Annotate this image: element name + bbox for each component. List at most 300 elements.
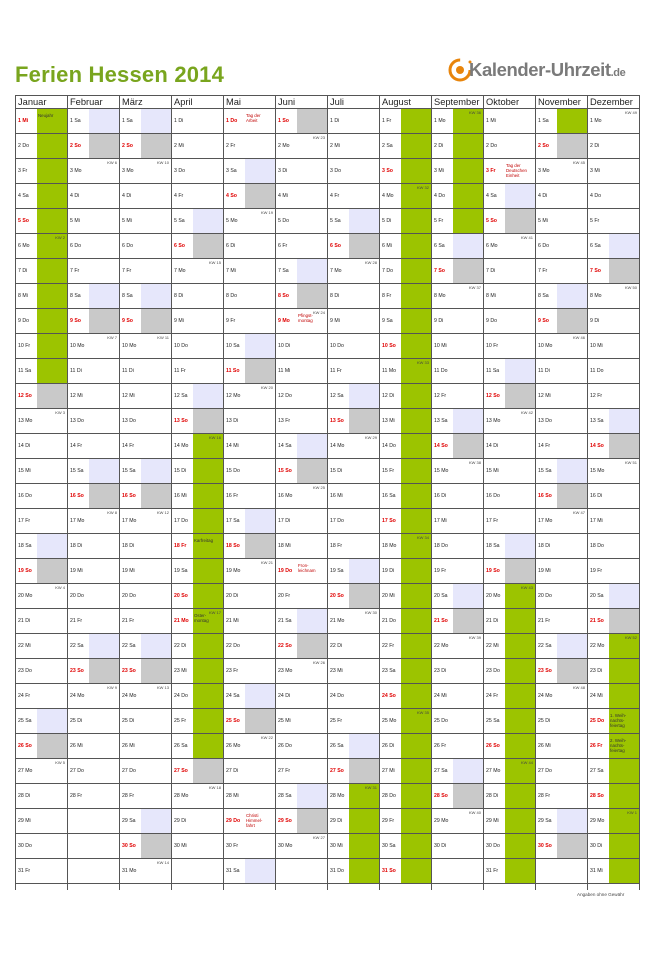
day-cell[interactable]: [297, 209, 327, 233]
day-cell[interactable]: [401, 259, 431, 283]
day-cell[interactable]: [297, 184, 327, 208]
day-cell[interactable]: [453, 534, 483, 558]
day-cell[interactable]: [349, 284, 379, 308]
day-cell[interactable]: [349, 584, 379, 608]
day-cell[interactable]: [245, 684, 275, 708]
day-cell[interactable]: [505, 534, 535, 558]
day-cell[interactable]: [609, 309, 639, 333]
day-cell[interactable]: [193, 634, 223, 658]
day-cell[interactable]: [89, 709, 119, 733]
day-cell[interactable]: [297, 534, 327, 558]
day-cell[interactable]: [401, 484, 431, 508]
day-cell[interactable]: [505, 634, 535, 658]
day-cell[interactable]: [609, 684, 639, 708]
day-cell[interactable]: [245, 659, 275, 683]
day-cell[interactable]: [557, 184, 587, 208]
day-cell[interactable]: [297, 434, 327, 458]
day-cell[interactable]: [297, 334, 327, 358]
day-cell[interactable]: [141, 359, 171, 383]
day-cell[interactable]: [297, 459, 327, 483]
day-cell[interactable]: [557, 309, 587, 333]
day-cell[interactable]: [349, 484, 379, 508]
day-cell[interactable]: [141, 309, 171, 333]
day-cell[interactable]: [193, 109, 223, 133]
day-cell[interactable]: [557, 459, 587, 483]
day-cell[interactable]: [557, 784, 587, 808]
day-cell[interactable]: [401, 584, 431, 608]
day-cell[interactable]: [557, 484, 587, 508]
day-cell[interactable]: [297, 759, 327, 783]
day-cell[interactable]: [505, 659, 535, 683]
day-cell[interactable]: [245, 534, 275, 558]
day-cell[interactable]: [37, 684, 67, 708]
day-cell[interactable]: [37, 434, 67, 458]
day-cell[interactable]: [557, 759, 587, 783]
day-cell[interactable]: [297, 734, 327, 758]
day-cell[interactable]: [401, 159, 431, 183]
day-cell[interactable]: [349, 184, 379, 208]
day-cell[interactable]: [453, 559, 483, 583]
day-cell[interactable]: [193, 309, 223, 333]
day-cell[interactable]: [245, 834, 275, 858]
day-cell[interactable]: [193, 559, 223, 583]
day-cell[interactable]: [141, 834, 171, 858]
day-cell[interactable]: [37, 259, 67, 283]
day-cell[interactable]: [89, 659, 119, 683]
day-cell[interactable]: [245, 234, 275, 258]
day-cell[interactable]: [505, 134, 535, 158]
day-cell[interactable]: [89, 434, 119, 458]
day-cell[interactable]: [453, 684, 483, 708]
day-cell[interactable]: [349, 509, 379, 533]
day-cell[interactable]: [89, 309, 119, 333]
day-cell[interactable]: [557, 259, 587, 283]
day-cell[interactable]: [557, 584, 587, 608]
day-cell[interactable]: [349, 309, 379, 333]
day-cell[interactable]: [609, 434, 639, 458]
day-cell[interactable]: [141, 234, 171, 258]
day-cell[interactable]: [89, 459, 119, 483]
day-cell[interactable]: [505, 859, 535, 883]
day-cell[interactable]: [141, 134, 171, 158]
day-cell[interactable]: [505, 434, 535, 458]
day-cell[interactable]: [505, 734, 535, 758]
day-cell[interactable]: [557, 659, 587, 683]
day-cell[interactable]: [453, 234, 483, 258]
day-cell[interactable]: [89, 784, 119, 808]
day-cell[interactable]: [37, 334, 67, 358]
day-cell[interactable]: [557, 409, 587, 433]
day-cell[interactable]: [401, 384, 431, 408]
day-cell[interactable]: [297, 784, 327, 808]
day-cell[interactable]: [453, 309, 483, 333]
day-cell[interactable]: [453, 409, 483, 433]
day-cell[interactable]: [89, 759, 119, 783]
day-cell[interactable]: [245, 309, 275, 333]
day-cell[interactable]: [505, 784, 535, 808]
day-cell[interactable]: [245, 584, 275, 608]
day-cell[interactable]: [505, 359, 535, 383]
day-cell[interactable]: [609, 509, 639, 533]
day-cell[interactable]: [453, 434, 483, 458]
day-cell[interactable]: [609, 759, 639, 783]
day-cell[interactable]: [141, 559, 171, 583]
day-cell[interactable]: [193, 284, 223, 308]
day-cell[interactable]: [349, 134, 379, 158]
day-cell[interactable]: [89, 584, 119, 608]
day-cell[interactable]: [245, 459, 275, 483]
day-cell[interactable]: [89, 609, 119, 633]
day-cell[interactable]: [245, 709, 275, 733]
day-cell[interactable]: [89, 234, 119, 258]
day-cell[interactable]: [89, 559, 119, 583]
day-cell[interactable]: [141, 459, 171, 483]
day-cell[interactable]: [245, 159, 275, 183]
day-cell[interactable]: [37, 784, 67, 808]
day-cell[interactable]: [557, 284, 587, 308]
day-cell[interactable]: [557, 359, 587, 383]
day-cell[interactable]: [141, 184, 171, 208]
day-cell[interactable]: [37, 284, 67, 308]
day-cell[interactable]: [609, 484, 639, 508]
day-cell[interactable]: [401, 684, 431, 708]
day-cell[interactable]: [609, 584, 639, 608]
day-cell[interactable]: [453, 134, 483, 158]
day-cell[interactable]: [505, 184, 535, 208]
day-cell[interactable]: [89, 134, 119, 158]
day-cell[interactable]: [193, 409, 223, 433]
day-cell[interactable]: [37, 359, 67, 383]
day-cell[interactable]: [453, 709, 483, 733]
day-cell[interactable]: [193, 334, 223, 358]
day-cell[interactable]: [89, 259, 119, 283]
day-cell[interactable]: [349, 359, 379, 383]
day-cell[interactable]: [37, 159, 67, 183]
day-cell[interactable]: [193, 809, 223, 833]
day-cell[interactable]: [609, 234, 639, 258]
day-cell[interactable]: [505, 284, 535, 308]
day-cell[interactable]: [557, 209, 587, 233]
day-cell[interactable]: [245, 859, 275, 883]
day-cell[interactable]: [505, 259, 535, 283]
day-cell[interactable]: [141, 284, 171, 308]
day-cell[interactable]: [609, 359, 639, 383]
day-cell[interactable]: [609, 134, 639, 158]
day-cell[interactable]: [245, 609, 275, 633]
day-cell[interactable]: [609, 559, 639, 583]
day-cell[interactable]: [297, 709, 327, 733]
day-cell[interactable]: [193, 709, 223, 733]
day-cell[interactable]: [37, 134, 67, 158]
day-cell[interactable]: [401, 234, 431, 258]
day-cell[interactable]: [37, 559, 67, 583]
day-cell[interactable]: [505, 459, 535, 483]
day-cell[interactable]: [37, 609, 67, 633]
day-cell[interactable]: [401, 859, 431, 883]
day-cell[interactable]: [297, 509, 327, 533]
day-cell[interactable]: [401, 634, 431, 658]
day-cell[interactable]: [349, 209, 379, 233]
day-cell[interactable]: [349, 634, 379, 658]
day-cell[interactable]: [453, 159, 483, 183]
day-cell[interactable]: [89, 384, 119, 408]
day-cell[interactable]: [609, 259, 639, 283]
day-cell[interactable]: [557, 559, 587, 583]
day-cell[interactable]: [245, 784, 275, 808]
day-cell[interactable]: [141, 259, 171, 283]
day-cell[interactable]: [349, 409, 379, 433]
day-cell[interactable]: [245, 184, 275, 208]
day-cell[interactable]: [557, 109, 587, 133]
day-cell[interactable]: [453, 359, 483, 383]
day-cell[interactable]: [453, 659, 483, 683]
day-cell[interactable]: [609, 184, 639, 208]
day-cell[interactable]: [453, 334, 483, 358]
day-cell[interactable]: [505, 384, 535, 408]
day-cell[interactable]: [453, 384, 483, 408]
day-cell[interactable]: [401, 759, 431, 783]
day-cell[interactable]: [401, 734, 431, 758]
day-cell[interactable]: [453, 734, 483, 758]
day-cell[interactable]: [193, 134, 223, 158]
day-cell[interactable]: [401, 834, 431, 858]
day-cell[interactable]: [193, 384, 223, 408]
day-cell[interactable]: [349, 534, 379, 558]
day-cell[interactable]: [505, 709, 535, 733]
day-cell[interactable]: [37, 209, 67, 233]
day-cell[interactable]: [557, 734, 587, 758]
day-cell[interactable]: [141, 434, 171, 458]
day-cell[interactable]: [37, 834, 67, 858]
day-cell[interactable]: [401, 434, 431, 458]
day-cell[interactable]: [401, 109, 431, 133]
day-cell[interactable]: [453, 209, 483, 233]
day-cell[interactable]: [349, 859, 379, 883]
day-cell[interactable]: [453, 584, 483, 608]
day-cell[interactable]: [505, 559, 535, 583]
day-cell[interactable]: [557, 834, 587, 858]
day-cell[interactable]: [297, 359, 327, 383]
day-cell[interactable]: [609, 659, 639, 683]
day-cell[interactable]: [193, 184, 223, 208]
day-cell[interactable]: [193, 834, 223, 858]
day-cell[interactable]: [193, 659, 223, 683]
day-cell[interactable]: [89, 534, 119, 558]
day-cell[interactable]: [453, 509, 483, 533]
day-cell[interactable]: [401, 559, 431, 583]
day-cell[interactable]: [193, 209, 223, 233]
day-cell[interactable]: [557, 234, 587, 258]
day-cell[interactable]: [349, 334, 379, 358]
day-cell[interactable]: [505, 309, 535, 333]
day-cell[interactable]: [141, 409, 171, 433]
day-cell[interactable]: [37, 534, 67, 558]
day-cell[interactable]: [193, 759, 223, 783]
day-cell[interactable]: [401, 209, 431, 233]
day-cell[interactable]: [453, 834, 483, 858]
day-cell[interactable]: [401, 284, 431, 308]
day-cell[interactable]: [349, 759, 379, 783]
day-cell[interactable]: [557, 809, 587, 833]
day-cell[interactable]: [37, 509, 67, 533]
day-cell[interactable]: [193, 234, 223, 258]
day-cell[interactable]: [37, 634, 67, 658]
day-cell[interactable]: [349, 384, 379, 408]
day-cell[interactable]: [37, 384, 67, 408]
day-cell[interactable]: [89, 359, 119, 383]
day-cell[interactable]: [557, 634, 587, 658]
day-cell[interactable]: [297, 584, 327, 608]
day-cell[interactable]: [193, 484, 223, 508]
day-cell[interactable]: [349, 459, 379, 483]
day-cell[interactable]: [349, 234, 379, 258]
day-cell[interactable]: [141, 109, 171, 133]
day-cell[interactable]: [297, 684, 327, 708]
day-cell[interactable]: [141, 484, 171, 508]
day-cell[interactable]: [401, 659, 431, 683]
day-cell[interactable]: [401, 509, 431, 533]
day-cell[interactable]: [297, 109, 327, 133]
day-cell[interactable]: [505, 334, 535, 358]
day-cell[interactable]: [557, 534, 587, 558]
day-cell[interactable]: [297, 609, 327, 633]
day-cell[interactable]: [505, 684, 535, 708]
day-cell[interactable]: [609, 859, 639, 883]
day-cell[interactable]: [89, 634, 119, 658]
day-cell[interactable]: [297, 234, 327, 258]
day-cell[interactable]: [557, 609, 587, 633]
day-cell[interactable]: [245, 359, 275, 383]
day-cell[interactable]: [401, 309, 431, 333]
day-cell[interactable]: [609, 784, 639, 808]
day-cell[interactable]: [245, 334, 275, 358]
day-cell[interactable]: [89, 184, 119, 208]
day-cell[interactable]: [349, 109, 379, 133]
day-cell[interactable]: [453, 784, 483, 808]
day-cell[interactable]: [349, 159, 379, 183]
day-cell[interactable]: [349, 709, 379, 733]
day-cell[interactable]: [297, 809, 327, 833]
day-cell[interactable]: [349, 659, 379, 683]
day-cell[interactable]: [141, 634, 171, 658]
day-cell[interactable]: [401, 609, 431, 633]
day-cell[interactable]: [609, 534, 639, 558]
day-cell[interactable]: [141, 809, 171, 833]
day-cell[interactable]: [89, 734, 119, 758]
day-cell[interactable]: [349, 834, 379, 858]
day-cell[interactable]: [141, 709, 171, 733]
day-cell[interactable]: [505, 109, 535, 133]
day-cell[interactable]: [245, 509, 275, 533]
day-cell[interactable]: [609, 334, 639, 358]
day-cell[interactable]: [297, 159, 327, 183]
day-cell[interactable]: [401, 334, 431, 358]
day-cell[interactable]: [37, 184, 67, 208]
day-cell[interactable]: [89, 409, 119, 433]
day-cell[interactable]: [141, 609, 171, 633]
day-cell[interactable]: [401, 809, 431, 833]
day-cell[interactable]: [297, 384, 327, 408]
day-cell[interactable]: [505, 809, 535, 833]
day-cell[interactable]: [89, 109, 119, 133]
day-cell[interactable]: [89, 209, 119, 233]
day-cell[interactable]: [245, 484, 275, 508]
day-cell[interactable]: [245, 409, 275, 433]
day-cell[interactable]: [245, 634, 275, 658]
day-cell[interactable]: [89, 284, 119, 308]
day-cell[interactable]: [349, 684, 379, 708]
day-cell[interactable]: [193, 459, 223, 483]
day-cell[interactable]: [557, 709, 587, 733]
day-cell[interactable]: [37, 459, 67, 483]
day-cell[interactable]: [37, 809, 67, 833]
day-cell[interactable]: [609, 834, 639, 858]
day-cell[interactable]: [141, 759, 171, 783]
day-cell[interactable]: [37, 734, 67, 758]
day-cell[interactable]: [297, 284, 327, 308]
day-cell[interactable]: [505, 509, 535, 533]
day-cell[interactable]: [609, 609, 639, 633]
day-cell[interactable]: [141, 209, 171, 233]
day-cell[interactable]: [193, 359, 223, 383]
day-cell[interactable]: [141, 784, 171, 808]
day-cell[interactable]: [141, 734, 171, 758]
day-cell[interactable]: [505, 609, 535, 633]
day-cell[interactable]: [245, 434, 275, 458]
day-cell[interactable]: [453, 759, 483, 783]
day-cell[interactable]: [245, 134, 275, 158]
day-cell[interactable]: [401, 784, 431, 808]
day-cell[interactable]: [349, 734, 379, 758]
day-cell[interactable]: [401, 134, 431, 158]
day-cell[interactable]: [453, 259, 483, 283]
day-cell[interactable]: [349, 559, 379, 583]
day-cell[interactable]: [505, 484, 535, 508]
day-cell[interactable]: [297, 634, 327, 658]
day-cell[interactable]: [193, 509, 223, 533]
day-cell[interactable]: [401, 459, 431, 483]
day-cell[interactable]: [609, 409, 639, 433]
day-cell[interactable]: [297, 409, 327, 433]
day-cell[interactable]: [609, 159, 639, 183]
day-cell[interactable]: [193, 159, 223, 183]
day-cell[interactable]: [245, 759, 275, 783]
day-cell[interactable]: [609, 209, 639, 233]
day-cell[interactable]: [141, 534, 171, 558]
day-cell[interactable]: [609, 384, 639, 408]
day-cell[interactable]: [37, 709, 67, 733]
day-cell[interactable]: [349, 809, 379, 833]
day-cell[interactable]: [557, 384, 587, 408]
day-cell[interactable]: [89, 484, 119, 508]
day-cell[interactable]: [297, 259, 327, 283]
day-cell[interactable]: [557, 434, 587, 458]
day-cell[interactable]: [37, 309, 67, 333]
day-cell[interactable]: [193, 684, 223, 708]
day-cell[interactable]: [193, 584, 223, 608]
day-cell[interactable]: [245, 259, 275, 283]
day-cell[interactable]: [193, 734, 223, 758]
day-cell[interactable]: [401, 409, 431, 433]
day-cell[interactable]: [245, 284, 275, 308]
day-cell[interactable]: [505, 209, 535, 233]
day-cell[interactable]: [453, 184, 483, 208]
day-cell[interactable]: [453, 484, 483, 508]
day-cell[interactable]: [141, 584, 171, 608]
day-cell[interactable]: [37, 859, 67, 883]
day-cell[interactable]: [505, 834, 535, 858]
day-cell[interactable]: [37, 659, 67, 683]
